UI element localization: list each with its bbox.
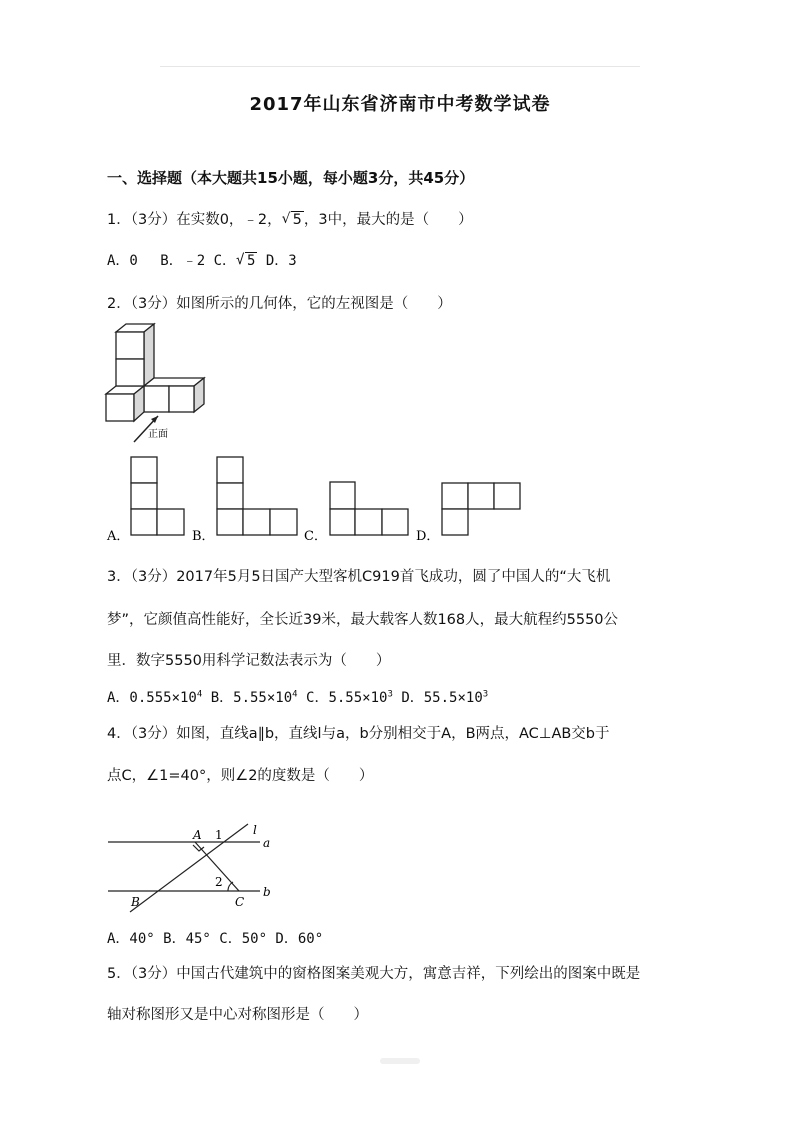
q1-stem [107,208,473,229]
q3-option-b [211,690,298,706]
label-a: a [263,836,271,850]
q3-option-a-text: A．0.555×10 [107,690,197,706]
label-b: b [263,885,271,899]
cube-solid-figure [100,320,210,445]
sqrt-radicand: 5 [292,212,302,228]
option-b-label: B． [192,529,215,544]
q3-line-2: 梦”，它颜值高性能好，全长近39米，最大载客人数168人，最大航程约5550公 [107,612,619,628]
q5-line-2: 轴对称图形又是中心对称图形是（ ） [107,1007,368,1023]
option-a-label: A． [107,529,130,544]
q3-option-c-exp: 3 [387,689,393,700]
option-c-label: C． [304,529,327,544]
q3-option-d-text: D．55.5×10 [401,690,483,706]
q3-option-b-text: B．5.55×10 [210,690,293,706]
q3-line-3: 里．数字5550用科学记数法表示为（ ） [107,653,391,669]
label-A: A [193,828,202,842]
q3-option-c-text: C．5.55×10 [306,690,388,706]
q3-option-a-exp: 4 [196,689,203,700]
q3-option-a [107,690,202,706]
sqrt-radicand: 5 [247,253,256,269]
q3-option-c [306,690,393,706]
q2-options-figures [100,452,540,547]
q1-options-text-a: A．0 B．﹣2 C． [107,253,237,269]
q4-line-2: 点C，∠1=40°，则∠2的度数是（ ） [107,768,374,784]
front-label: 正面 [148,429,168,440]
line-l [130,824,248,912]
q2-stem: 2．（3分）如图所示的几何体，它的左视图是（ ） [107,296,452,312]
q1-options-text-b: D．3 [257,253,297,269]
option-d-label: D． [416,529,440,544]
q4-options: A．40° B．45° C．50° D．60° [107,931,324,947]
q3-option-d-exp: 3 [482,689,489,700]
label-B: B [131,895,140,909]
q1-options [107,250,297,270]
footer-mark [380,1058,420,1064]
q3-options [107,687,488,707]
sqrt-symbol: √ 5 [236,252,256,269]
header-rule [160,66,640,67]
page-title: 2017年山东省济南市中考数学试卷 [249,94,551,115]
q5-line-1: 5．（3分）中国古代建筑中的窗格图案美观大方，寓意吉祥，下列绘出的图案中既是 [107,966,641,982]
sqrt-symbol: √ 5 [281,211,302,228]
label-C: C [235,895,245,909]
label-angle-2: 2 [215,875,223,889]
q3-line-1: 3．（3分）2017年5月5日国产大型客机C919首飞成功，圆了中国人的“大飞机 [107,569,611,585]
section-heading: 一、选择题（本大题共15小题，每小题3分，共45分） [107,169,475,187]
q3-option-b-exp: 4 [292,689,298,700]
q4-line-1: 4．（3分）如图，直线a∥b，直线l与a，b分别相交于A，B两点，AC⊥AB交b于 [107,726,610,742]
q1-stem-text-a: 1．（3分）在实数0，﹣2， [107,212,282,228]
option-b-figure [217,457,297,535]
option-d-figure [442,483,520,535]
label-angle-1: 1 [215,828,223,842]
option-a-figure [131,457,184,535]
option-c-figure [330,482,408,535]
parallel-lines-figure [100,822,300,917]
label-l: l [253,823,257,837]
q1-stem-text-b: ，3中，最大的是（ ） [303,212,473,228]
q3-option-d [401,690,488,706]
